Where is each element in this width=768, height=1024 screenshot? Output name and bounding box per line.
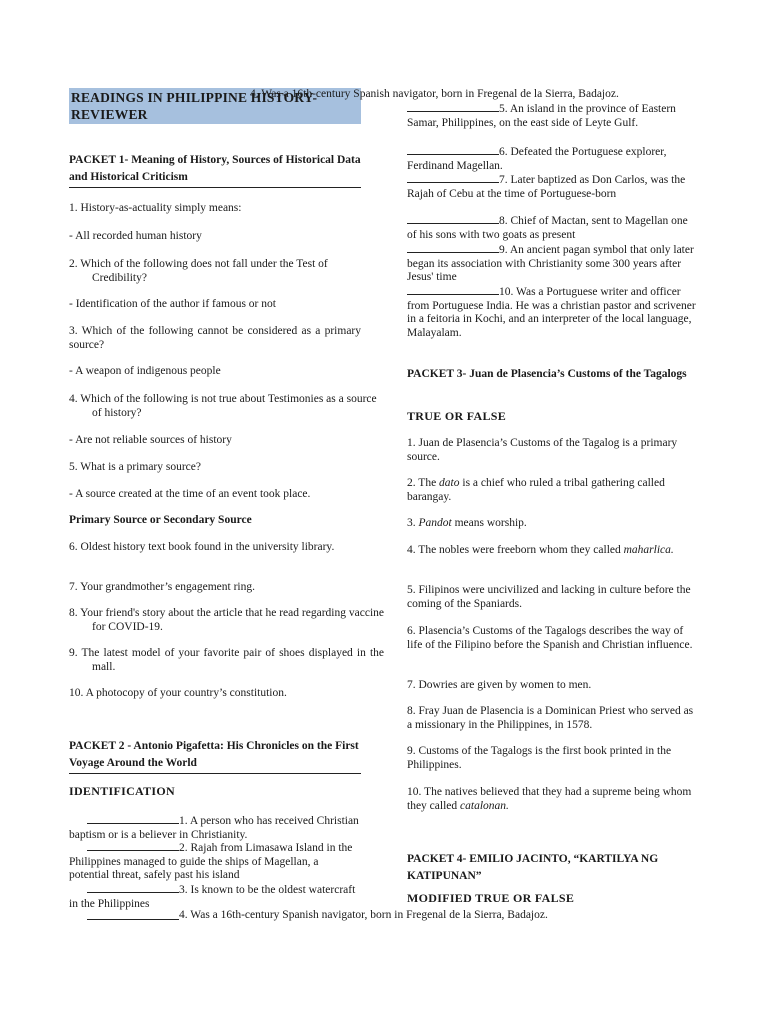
answer-blank[interactable]: [87, 909, 179, 920]
answer-blank[interactable]: [87, 840, 179, 851]
p1-q10: 10. A photocopy of your country’s constitution.: [69, 687, 287, 699]
p3-section: TRUE OR FALSE: [407, 409, 507, 423]
packet4-heading: PACKET 4- EMILIO JACINTO, “KARTILYA NG KATIPUNAN”: [407, 853, 659, 882]
packet3-heading: PACKET 3- Juan de Plasencia’s Customs of the Tagalogs: [407, 368, 687, 380]
packet2-heading: PACKET 2 - Antonio Pigafetta: His Chronicles on the First Voyage Around the World: [69, 738, 361, 774]
p1-a4: - Are not reliable sources of history: [69, 434, 232, 446]
p1-q1: 1. History-as-actuality simply means:: [69, 202, 242, 214]
p3-q8: 8. Fray Juan de Plasencia is a Dominican Priest who served as a missionary in the Philippines, in 1578.: [407, 705, 694, 731]
p1-a3: - A weapon of indigenous people: [69, 365, 221, 377]
p2-item-3: 3. Is known to be the oldest watercraft in the Philippines: [69, 884, 356, 910]
p3-q1: 1. Juan de Plasencia’s Customs of the Tagalog is a primary source.: [407, 437, 678, 463]
answer-blank[interactable]: [407, 101, 499, 112]
p2-item-6: 6. Defeated the Portuguese explorer, Ferdinand Magellan.: [407, 146, 667, 172]
p3-q3: 3. Pandot means worship.: [407, 517, 527, 529]
answer-blank[interactable]: [407, 213, 499, 224]
p2-item-4-text: 4. Was a 16th-century Spanish navigator, born in Fregenal de la Sierra, Badajoz.: [179, 909, 548, 921]
p2-section: IDENTIFICATION: [69, 784, 175, 798]
answer-blank[interactable]: [87, 813, 179, 824]
p2-item-4-cont: 4. Was a 16th-century Spanish navigator, born in Fregenal de la Sierra, Badajoz.: [250, 88, 619, 100]
p1-q6: 6. Oldest history text book found in the university library.: [69, 541, 335, 553]
p3-q5: 5. Filipinos were uncivilized and lacking in culture before the coming of the Spaniards.: [407, 584, 691, 610]
p2-item-10: 10. Was a Portuguese writer and officer from Portuguese India. He was a christian pastor and scrivener in a feitoria in Kochi, and an interpreter of the local language, Malayalam.: [407, 286, 696, 339]
answer-blank[interactable]: [407, 242, 499, 253]
p2-item-8: 8. Chief of Mactan, sent to Magellan one of his sons with two goats as present: [407, 215, 688, 241]
p2-item-2: 2. Rajah from Limasawa Island in the Philippines managed to guide the ships of Magellan, a potential threat, safely past his island: [69, 842, 353, 881]
p1-a5: - A source created at the time of an event took place.: [69, 488, 311, 500]
p1-a2: - Identification of the author if famous or not: [69, 298, 276, 310]
p3-q10: 10. The natives believed that they had a supreme being whom they called catalonan.: [407, 786, 692, 812]
p3-q9: 9. Customs of the Tagalogs is the first book printed in the Philippines.: [407, 745, 672, 771]
answer-blank[interactable]: [87, 882, 179, 893]
p1-q4: 4. Which of the following is not true about Testimonies as a source of history?: [69, 393, 377, 419]
p1-q8: 8. Your friend's story about the article that he read regarding vaccine for COVID-19.: [69, 607, 384, 633]
p4-section: MODIFIED TRUE OR FALSE: [407, 891, 575, 905]
answer-blank[interactable]: [407, 284, 499, 295]
p3-q4: 4. The nobles were freeborn whom they called maharlica.: [407, 544, 674, 556]
answer-blank[interactable]: [407, 172, 499, 183]
packet1-heading: PACKET 1- Meaning of History, Sources of Historical Data and Historical Criticism: [69, 152, 361, 188]
p2-item-9: 9. An ancient pagan symbol that only later began its association with Christianity some 300 years after Jesus' time: [407, 244, 694, 283]
p2-item-5: 5. An island in the province of Eastern Samar, Philippines, on the east side of Leyte Gulf.: [407, 103, 676, 129]
document-title: READINGS IN PHILIPPINE HISTORY-REVIEWER: [69, 88, 361, 124]
answer-blank[interactable]: [407, 144, 499, 155]
p1-q9: 9. The latest model of your favorite pair of shoes displayed in the mall.: [69, 647, 384, 673]
p1-q5: 5. What is a primary source?: [69, 461, 201, 473]
p2-item-1: 1. A person who has received Christian baptism or is a believer in Christianity.: [69, 815, 359, 841]
p1-q7: 7. Your grandmother’s engagement ring.: [69, 581, 255, 593]
p3-q7: 7. Dowries are given by women to men.: [407, 679, 592, 691]
p3-q6: 6. Plasencia’s Customs of the Tagalogs describes the way of life of the Filipino before the Spanish and Christian influence.: [407, 625, 693, 651]
p3-q2: 2. The dato is a chief who ruled a tribal gathering called barangay.: [407, 477, 665, 503]
p1-a1: - All recorded human history: [69, 230, 202, 242]
p1-q3: 3. Which of the following cannot be considered as a primary source?: [69, 325, 361, 351]
p1-subheading: Primary Source or Secondary Source: [69, 514, 252, 526]
p1-q2: 2. Which of the following does not fall under the Test of Credibility?: [69, 258, 328, 284]
p2-item-7: 7. Later baptized as Don Carlos, was the Rajah of Cebu at the time of Portuguese-born: [407, 174, 686, 200]
p2-item-4a: [69, 909, 548, 925]
